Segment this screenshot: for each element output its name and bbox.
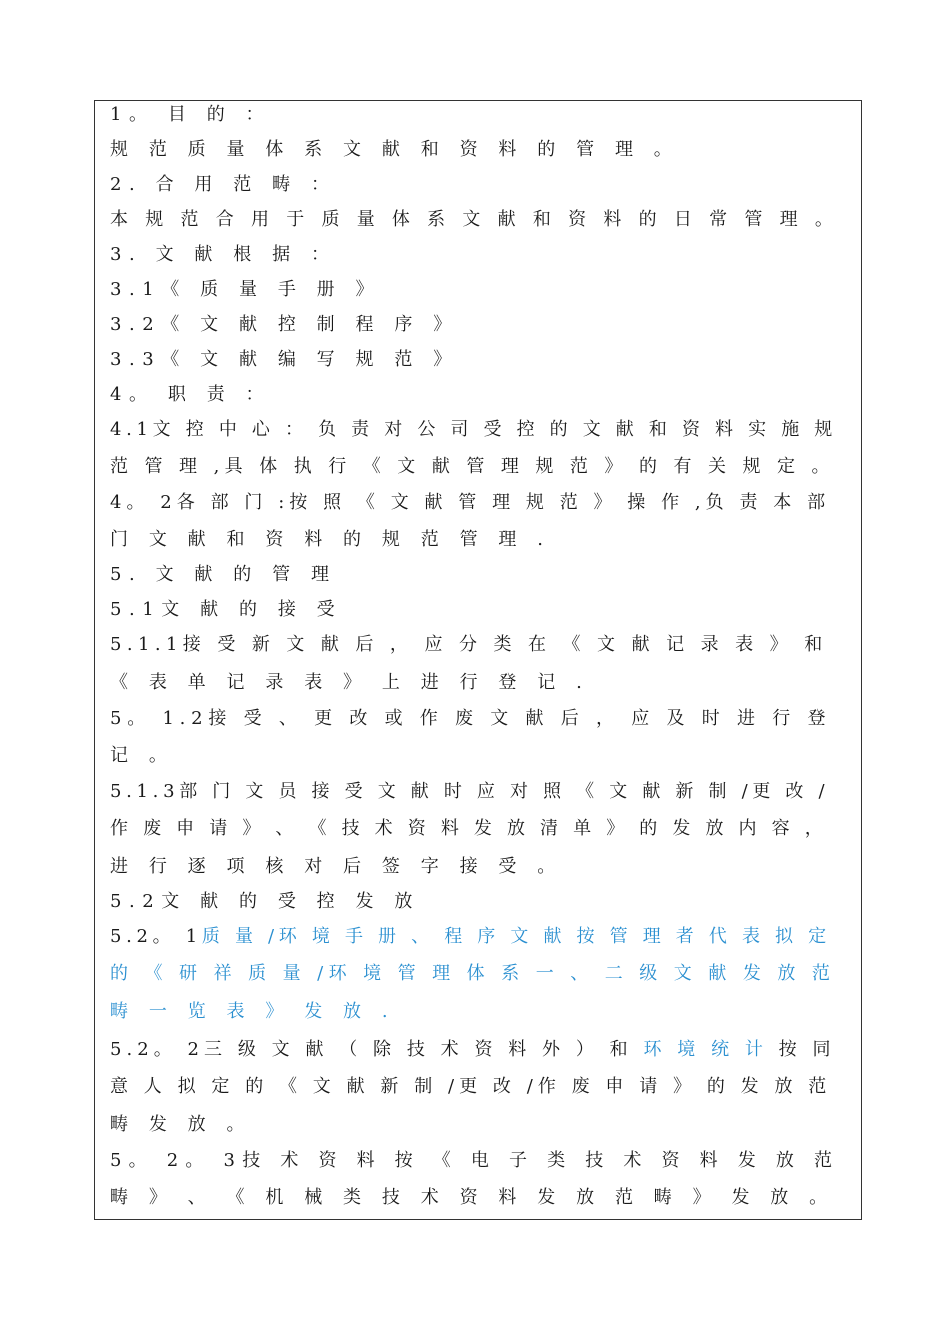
duty-4-2-line-1: 4。 2各 部 门 :按 照 《 文 献 管 理 规 范 》 操 作 ,负 责 本 部 bbox=[110, 492, 831, 513]
purpose-text: 规 范 质 量 体 系 文 献 和 资 料 的 管 理 。 bbox=[110, 139, 680, 160]
duty-4-1-line-2: 范 管 理 ,具 体 执 行 《 文 献 管 理 规 范 》 的 有 关 规 定 。 bbox=[110, 456, 835, 477]
heading-purpose: 1。 目 的 ： bbox=[110, 104, 272, 125]
item-5-1-3-line-1: 5.1.3部 门 文 员 接 受 文 献 时 应 对 照 《 文 献 新 制 /更 改 / bbox=[110, 781, 830, 802]
item-5-2-1-number: 5.2。 1 bbox=[110, 926, 202, 947]
item-5-1-3-line-3: 进 行 逐 项 核 对 后 签 字 接 受 。 bbox=[110, 856, 563, 877]
item-5-2-2-line-2: 意 人 拟 定 的 《 文 献 新 制 /更 改 /作 废 申 请 》 的 发 放 范 bbox=[110, 1076, 832, 1097]
basis-item-3: 3.3《 文 献 编 写 规 范 》 bbox=[110, 349, 459, 370]
basis-item-2: 3.2《 文 献 控 制 程 序 》 bbox=[110, 314, 459, 335]
heading-5-1: 5.1文 献 的 接 受 bbox=[110, 599, 343, 620]
item-5-1-1-line-2: 《 表 单 记 录 表 》 上 进 行 登 记 . bbox=[110, 672, 590, 693]
item-5-2-3-line-2: 畴 》 、 《 机 械 类 技 术 资 料 发 放 范 畴 》 发 放 。 bbox=[110, 1187, 835, 1208]
heading-5-2: 5.2文 献 的 受 控 发 放 bbox=[110, 891, 420, 912]
item-5-2-2-suffix: 按 同 bbox=[767, 1039, 836, 1060]
scope-text: 本 规 范 合 用 于 质 量 体 系 文 献 和 资 料 的 日 常 管 理 。 bbox=[110, 209, 839, 230]
basis-item-1: 3.1《 质 量 手 册 》 bbox=[110, 279, 382, 300]
item-5-1-1-line-1: 5.1.1接 受 新 文 献 后 ， 应 分 类 在 《 文 献 记 录 表 》 和 bbox=[110, 634, 828, 655]
item-5-2-1-blue-text-1: 质 量 /环 境 手 册 、 程 序 文 献 按 管 理 者 代 表 拟 定 bbox=[201, 926, 831, 947]
item-5-2-1-blue-text-2: 的 《 研 祥 质 量 /环 境 管 理 体 系 一 、 二 级 文 献 发 放 范 bbox=[110, 963, 836, 984]
item-5-2-2-blue-text: 环 境 统 计 bbox=[643, 1039, 768, 1060]
item-5-1-3-line-2: 作 废 申 请 》 、 《 技 术 资 料 发 放 清 单 》 的 发 放 内 容 ， bbox=[110, 818, 828, 839]
heading-management: 5. 文 献 的 管 理 bbox=[110, 564, 337, 585]
heading-scope: 2. 合 用 范 畴 ： bbox=[110, 174, 337, 195]
item-5-2-2-line-3: 畴 发 放 。 bbox=[110, 1114, 253, 1135]
item-5-1-2-line-2: 记 。 bbox=[110, 745, 175, 766]
duty-4-2-line-2: 门 文 献 和 资 料 的 规 范 管 理 . bbox=[110, 529, 551, 550]
heading-duties: 4。 职 责 ： bbox=[110, 384, 272, 405]
item-5-1-2-line-1: 5。 1.2接 受 、 更 改 或 作 废 文 献 后 ， 应 及 时 进 行 登 bbox=[110, 708, 832, 729]
item-5-2-1-blue-text-3: 畴 一 览 表 》 发 放 . bbox=[110, 1001, 396, 1022]
item-5-2-3-line-1: 5。 2。 3技 术 资 料 按 《 电 子 类 技 术 资 料 发 放 范 bbox=[110, 1150, 840, 1171]
item-5-2-1-line-1 bbox=[110, 926, 840, 948]
item-5-2-2-prefix: 5.2。 2三 级 文 献 （ 除 技 术 资 料 外 ） 和 bbox=[110, 1039, 644, 1060]
duty-4-1-line-1: 4.1文 控 中 心 ： 负 责 对 公 司 受 控 的 文 献 和 资 料 实 施 规 bbox=[110, 419, 837, 440]
item-5-2-2-line-1 bbox=[110, 1039, 840, 1061]
heading-basis: 3. 文 献 根 据 ： bbox=[110, 244, 337, 265]
